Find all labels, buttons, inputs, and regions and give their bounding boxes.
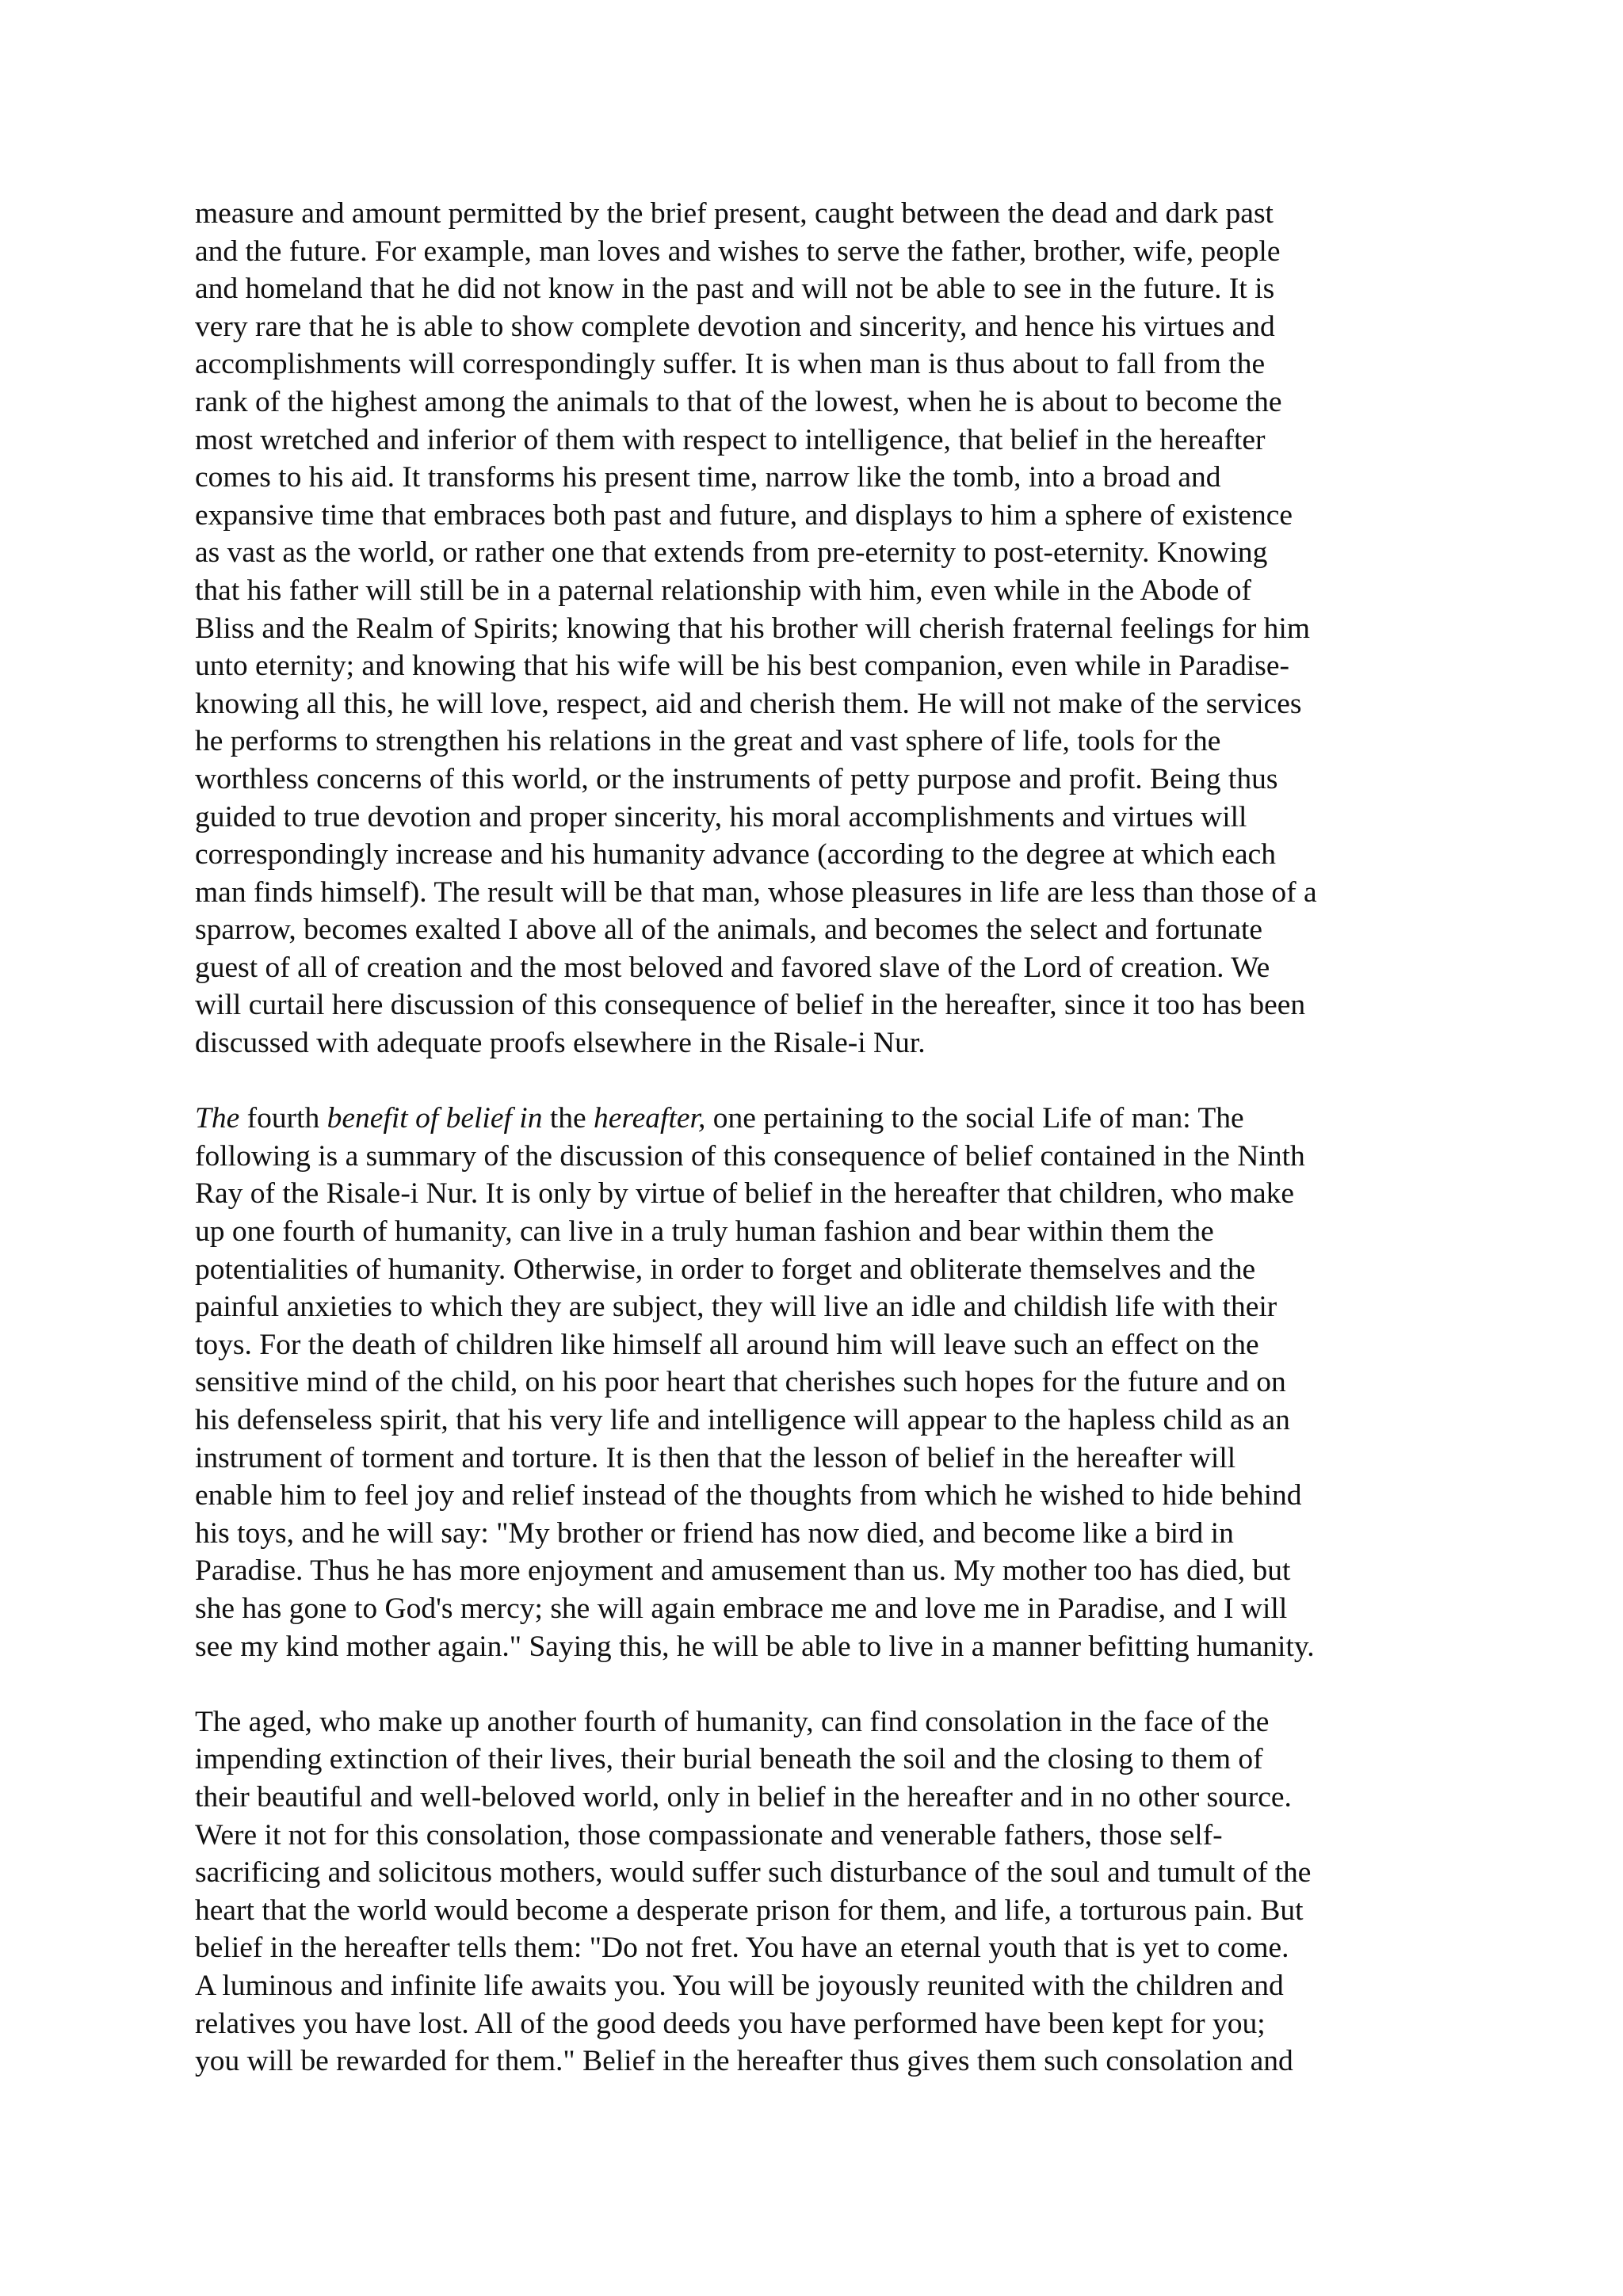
text-line: and homeland that he did not know in the past and will not be able to see in the future. It is bbox=[195, 273, 1275, 306]
text-line: correspondingly increase and his humanity advance (according to the degree at which each bbox=[195, 838, 1277, 871]
text-line: as vast as the world, or rather one that extends from pre-eternity to post-eternity. Knowing bbox=[195, 536, 1268, 570]
text-line: that his father will still be in a paternal relationship with him, even while in the Abode of bbox=[195, 574, 1252, 607]
text-line: she has gone to God's mercy; she will again embrace me and love me in Paradise, and I will bbox=[195, 1592, 1288, 1625]
text-line-heading bbox=[195, 1100, 1447, 1138]
text-line: up one fourth of humanity, can live in a truly human fashion and bear within them the bbox=[195, 1215, 1214, 1249]
text-line: belief in the hereafter tells them: "Do not fret. You have an eternal youth that is yet to come. bbox=[195, 1932, 1289, 1965]
text-line: unto eternity; and knowing that his wife will be his best companion, even while in Paradise- bbox=[195, 650, 1289, 683]
text-line: toys. For the death of children like himself all around him will leave such an effect on the bbox=[195, 1328, 1259, 1361]
text-line: rank of the highest among the animals to that of the lowest, when he is about to become the bbox=[195, 385, 1282, 418]
document-page bbox=[195, 195, 1447, 2081]
paragraph-3 bbox=[195, 1703, 1447, 2081]
text-line: following is a summary of the discussion of this consequence of belief contained in the Ninth bbox=[195, 1139, 1305, 1173]
text-line: guest of all of creation and the most beloved and favored slave of the Lord of creation. We bbox=[195, 951, 1270, 984]
text-line: his defenseless spirit, that his very life and intelligence will appear to the hapless child as an bbox=[195, 1404, 1290, 1436]
text-line: will curtail here discussion of this consequence of belief in the hereafter, since it too has been bbox=[195, 989, 1306, 1022]
text-line: sacrificing and solicitous mothers, would suffer such disturbance of the soul and tumult of the bbox=[195, 1856, 1312, 1890]
text-run: the bbox=[542, 1102, 594, 1135]
paragraph-2 bbox=[195, 1100, 1447, 1665]
text-line: Ray of the Risale-i Nur. It is only by virtue of belief in the hereafter that children, who make bbox=[195, 1177, 1295, 1211]
italic-run: benefit of belief in bbox=[327, 1102, 543, 1135]
text-line: very rare that he is able to show complete devotion and sincerity, and hence his virtues and bbox=[195, 310, 1275, 343]
text-line: guided to true devotion and proper sincerity, his moral accomplishments and virtues will bbox=[195, 800, 1247, 833]
italic-run: hereafter, bbox=[594, 1102, 706, 1135]
text-line: A luminous and infinite life awaits you. You will be joyously reunited with the children and bbox=[195, 1969, 1284, 2002]
text-line: painful anxieties to which they are subject, they will live an idle and childish life with their bbox=[195, 1291, 1277, 1324]
text-line: Paradise. Thus he has more enjoyment and amusement than us. My mother too has died, but bbox=[195, 1554, 1291, 1588]
text-line: enable him to feel joy and relief instead of the thoughts from which he wished to hide behind bbox=[195, 1479, 1302, 1512]
text-line: Bliss and the Realm of Spirits; knowing that his brother will cherish fraternal feelings for him bbox=[195, 612, 1311, 645]
text-line: you will be rewarded for them." Belief in the hereafter thus gives them such consolation and bbox=[195, 2045, 1293, 2078]
text-line: expansive time that embraces both past and future, and displays to him a sphere of existence bbox=[195, 498, 1293, 532]
text-line: comes to his aid. It transforms his present time, narrow like the tomb, into a broad and bbox=[195, 461, 1221, 494]
text-line: relatives you have lost. All of the good deeds you have performed have been kept for you; bbox=[195, 2007, 1266, 2040]
paragraph-1 bbox=[195, 195, 1447, 1062]
text-line: sparrow, becomes exalted I above all of the animals, and becomes the select and fortunate bbox=[195, 913, 1263, 947]
text-line: impending extinction of their lives, their burial beneath the soil and the closing to them of bbox=[195, 1743, 1263, 1776]
text-run: one pertaining to the social Life of man: The bbox=[705, 1102, 1244, 1135]
text-line: measure and amount permitted by the brief present, caught between the dead and dark past bbox=[195, 197, 1274, 230]
text-line: worthless concerns of this world, or the instruments of petty purpose and profit. Being thus bbox=[195, 762, 1278, 795]
text-line: heart that the world would become a desperate prison for them, and life, a torturous pain. But bbox=[195, 1894, 1304, 1927]
text-line: accomplishments will correspondingly suffer. It is when man is thus about to fall from the bbox=[195, 348, 1266, 381]
text-line: The aged, who make up another fourth of humanity, can find consolation in the face of the bbox=[195, 1705, 1270, 1738]
text-line: his toys, and he will say: "My brother or friend has now died, and become like a bird in bbox=[195, 1516, 1234, 1550]
text-line: discussed with adequate proofs elsewhere in the Risale-i Nur. bbox=[195, 1027, 926, 1060]
text-line: man finds himself). The result will be that man, whose pleasures in life are less than those of a bbox=[195, 875, 1317, 909]
text-run: fourth bbox=[239, 1102, 327, 1135]
text-line: and the future. For example, man loves and wishes to serve the father, brother, wife, people bbox=[195, 235, 1281, 268]
text-line: most wretched and inferior of them with respect to intelligence, that belief in the hereafter bbox=[195, 423, 1266, 456]
text-line: their beautiful and well-beloved world, only in belief in the hereafter and in no other source. bbox=[195, 1780, 1292, 1814]
text-line: potentialities of humanity. Otherwise, in order to forget and obliterate themselves and the bbox=[195, 1253, 1256, 1286]
text-line: knowing all this, he will love, respect, aid and cherish them. He will not make of the services bbox=[195, 687, 1302, 720]
text-line: sensitive mind of the child, on his poor heart that cherishes such hopes for the future and on bbox=[195, 1366, 1286, 1399]
text-line: instrument of torment and torture. It is then that the lesson of belief in the hereafter will bbox=[195, 1441, 1236, 1474]
italic-run: The bbox=[195, 1102, 240, 1135]
text-line: he performs to strengthen his relations in the great and vast sphere of life, tools for the bbox=[195, 725, 1221, 758]
text-line: Were it not for this consolation, those compassionate and venerable fathers, those self- bbox=[195, 1818, 1223, 1852]
text-line: see my kind mother again." Saying this, he will be able to live in a manner befitting humanity. bbox=[195, 1630, 1315, 1663]
